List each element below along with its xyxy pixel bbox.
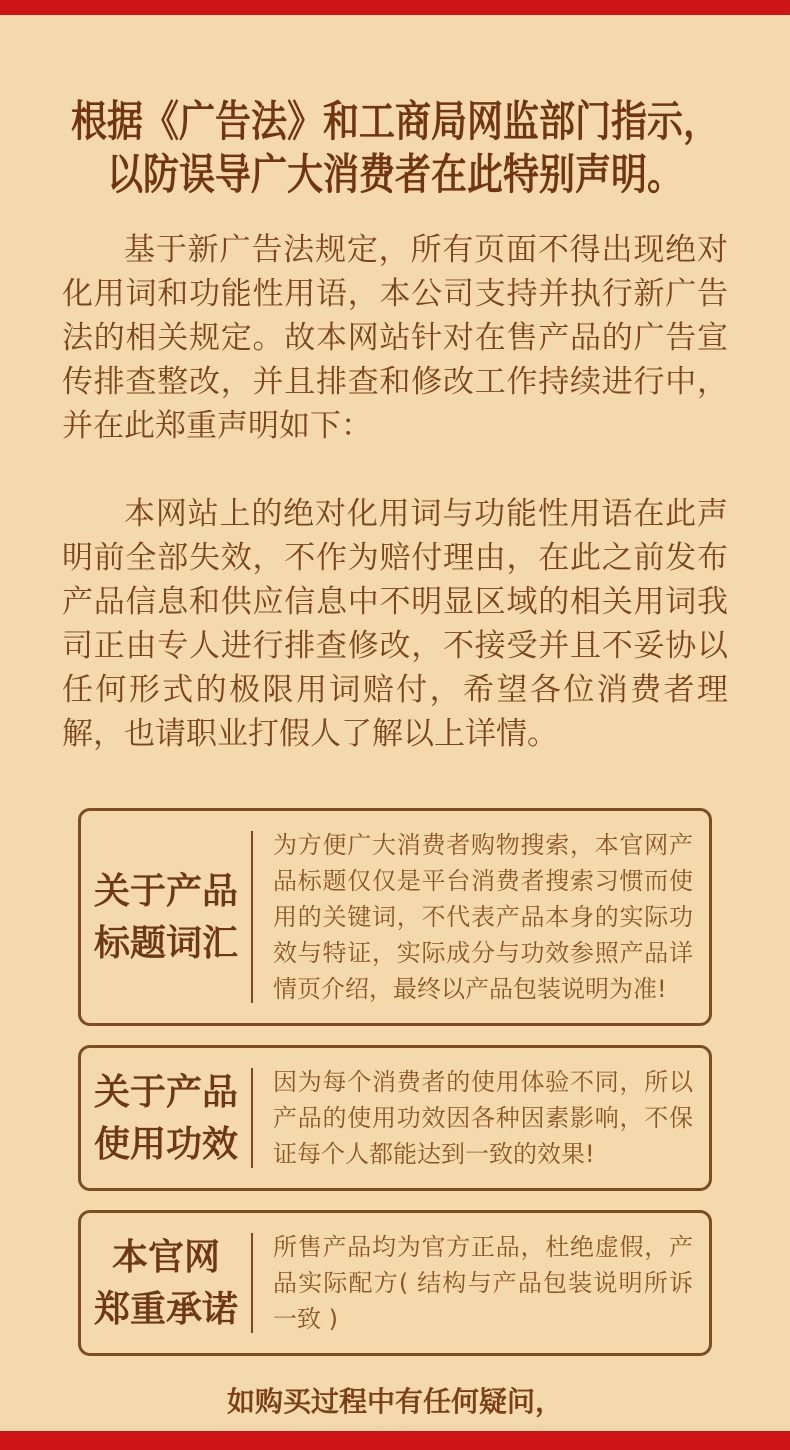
title-line-2: 以防误导广大消费者在此特别声明。 (106, 151, 683, 199)
box-text-product-title-terms: 为方便广大消费者购物搜索，本官网产品标题仅仅是平台消费者搜索习惯而使用的关键词，不代表产品本身的实际功效与特证，实际成分与功效参照产品详情页介绍，最终以产品包装说明为准! (273, 831, 693, 1003)
notice-box-product-efficacy (78, 1045, 712, 1191)
box-label-official-promise (81, 1231, 251, 1335)
statement-paragraph-1: 基于新广告法规定，所有页面不得出现绝对化用词和功能性用语，本公司支持并执行新广告法的相关规定。故本网站针对在售产品的广告宣传排查整改，并且排查和修改工作持续进行中，并在此郑重声明如下： (62, 232, 728, 443)
statement-paragraph-2: 本网站上的绝对化用词与功能性用语在此声明前全部失效，不作为赔付理由，在此之前发布产品信息和供应信息中不明显区域的相关用词我司正由专人进行排查修改，不接受并且不妥协以任何形式的极限用词赔付，希望各位消费者理解，也请职业打假人了解以上详情。 (62, 496, 728, 751)
footer-line-1: 如购买过程中有任何疑问， (226, 1387, 563, 1418)
box-label-product-efficacy (81, 1066, 251, 1170)
box-label-line-2: 使用功效 (93, 1124, 238, 1164)
box-text-product-efficacy: 因为每个消费者的使用体验不同，所以产品的使用功效因各种因素影响，不保证每个人都能达到一致的效果! (273, 1068, 693, 1168)
notice-box-product-title-terms (78, 808, 712, 1026)
bottom-red-band (0, 1431, 790, 1450)
title-line-1: 根据《广告法》和工商局网监部门指示， (70, 98, 719, 146)
box-label-line-1: 关于产品 (93, 871, 238, 911)
page-title (0, 78, 790, 202)
notice-box-official-promise (78, 1210, 712, 1356)
box-label-line-1: 关于产品 (93, 1072, 238, 1112)
notice-boxes (78, 808, 712, 1356)
box-label-line-2: 郑重承诺 (93, 1289, 238, 1329)
box-label-line-2: 标题词汇 (93, 923, 238, 963)
box-label-product-title-terms (81, 865, 251, 969)
box-text-official-promise: 所售产品均为官方正品，杜绝虚假，产品实际配方( 结构与产品包装说明所诉一致 ) (273, 1233, 693, 1333)
top-red-band (0, 0, 790, 15)
box-label-line-1: 本官网 (111, 1237, 220, 1277)
